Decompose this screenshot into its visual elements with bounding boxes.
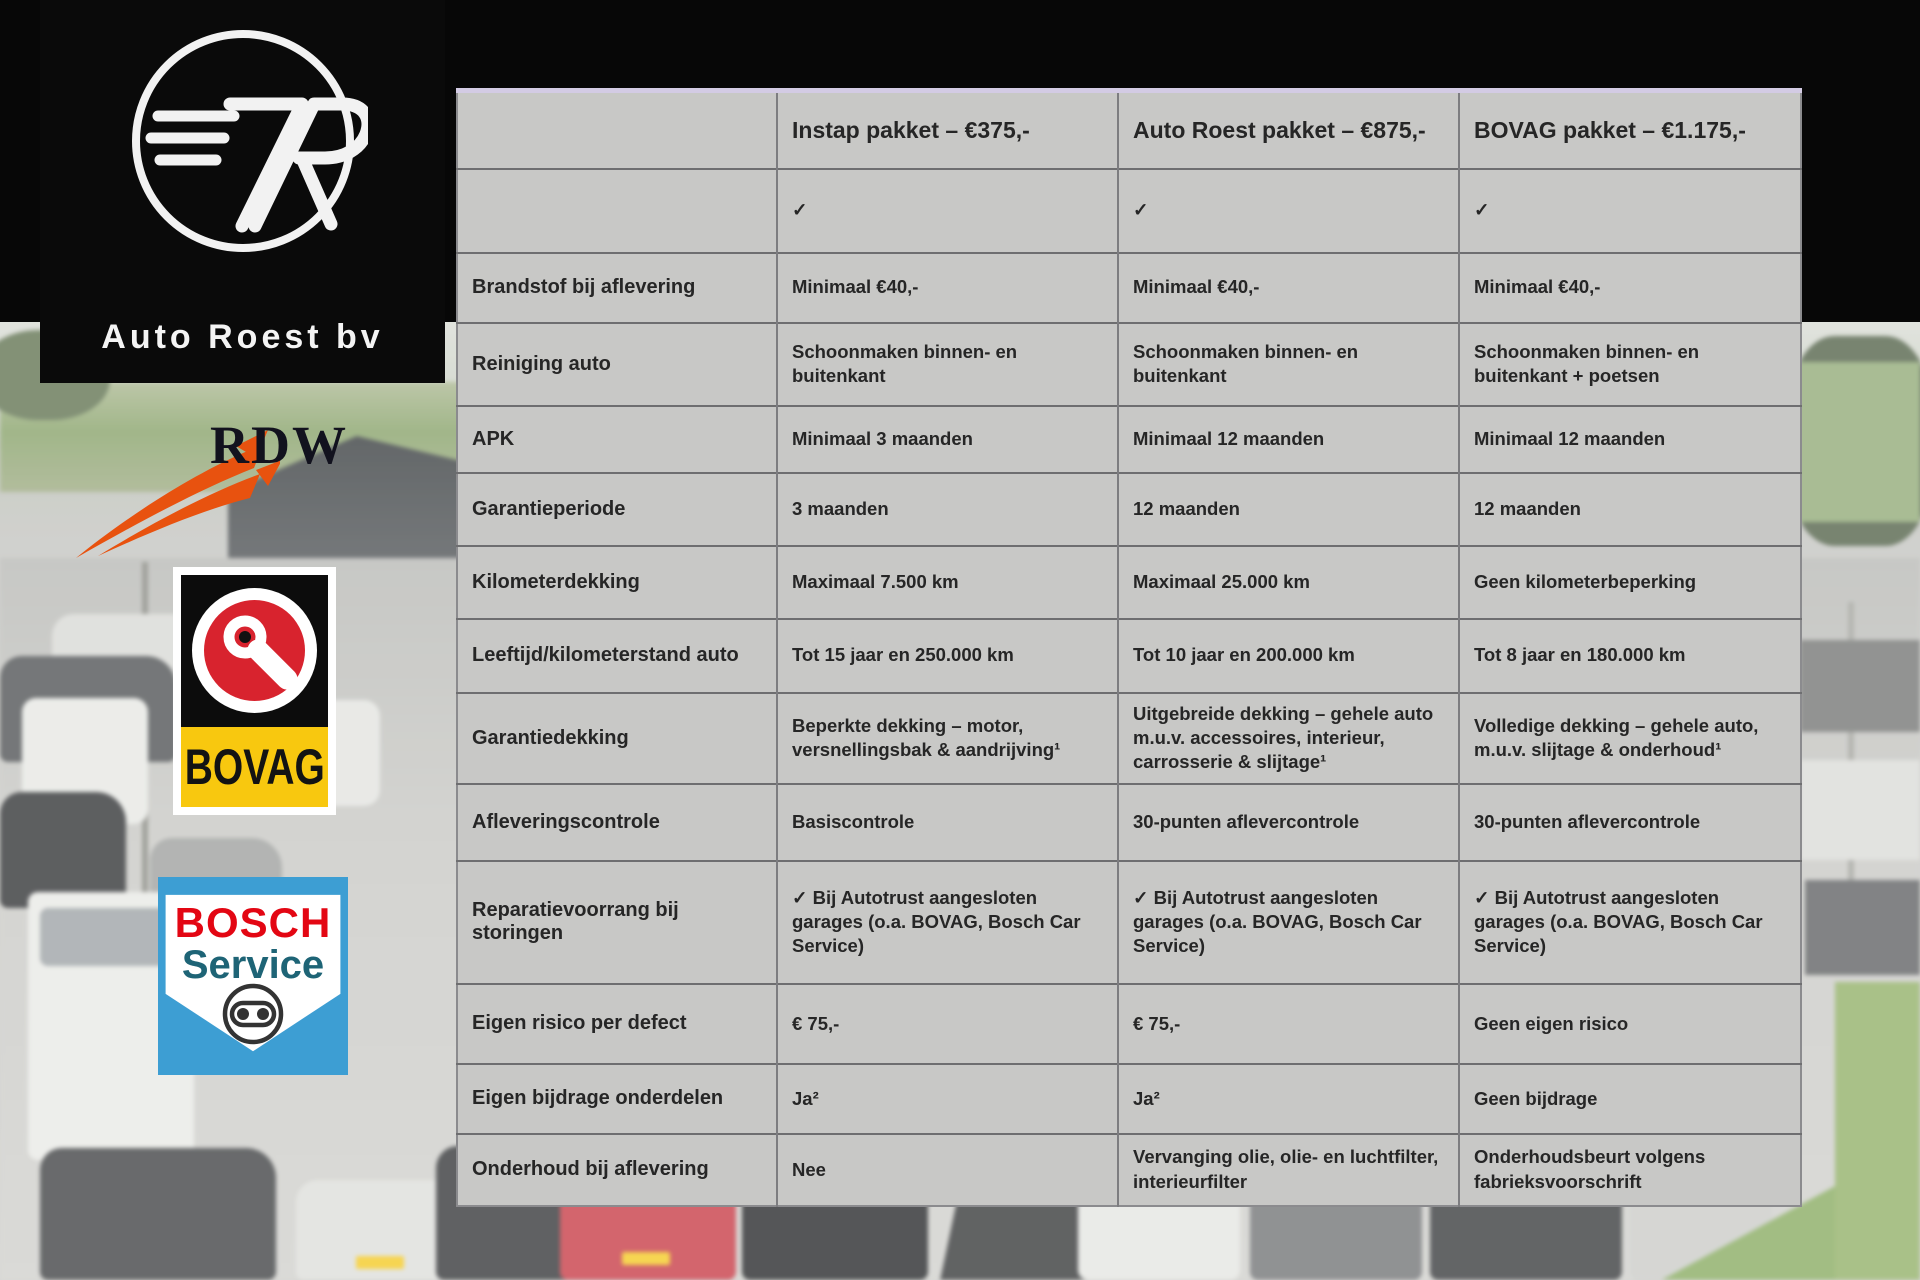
table-cell: Schoonmaken binnen- en buitenkant — [1118, 323, 1459, 406]
table-cell: Vervanging olie, olie- en luchtfilter, interieurfilter — [1118, 1134, 1459, 1206]
table-cell: 30-punten aflevercontrole — [1118, 784, 1459, 861]
row-label: Kilometerdekking — [457, 546, 777, 619]
bovag-wordmark-band — [181, 727, 328, 807]
table-row — [457, 693, 1801, 784]
auto-roest-logo-box — [40, 0, 445, 383]
row-label — [457, 169, 777, 253]
rdw-wordmark: RDW — [210, 415, 348, 475]
table-row — [457, 984, 1801, 1064]
table-row — [457, 619, 1801, 693]
table-cell: Minimaal 3 maanden — [777, 406, 1118, 473]
table-cell: Minimaal €40,- — [777, 253, 1118, 323]
column-header: Auto Roest pakket – €875,- — [1118, 91, 1459, 169]
table-cell: € 75,- — [1118, 984, 1459, 1064]
bosch-wordmark: BOSCH — [174, 899, 332, 946]
table-cell: 12 maanden — [1459, 473, 1801, 546]
column-header: BOVAG pakket – €1.175,- — [1459, 91, 1801, 169]
table-cell: Minimaal €40,- — [1459, 253, 1801, 323]
table-cell: Schoonmaken binnen- en buitenkant — [777, 323, 1118, 406]
table-cell: Geen eigen risico — [1459, 984, 1801, 1064]
row-label: Garantieperiode — [457, 473, 777, 546]
table-cell: 30-punten aflevercontrole — [1459, 784, 1801, 861]
table-row — [457, 546, 1801, 619]
table-row — [457, 406, 1801, 473]
package-comparison-table — [456, 88, 1802, 1207]
table-cell: 12 maanden — [1118, 473, 1459, 546]
table-cell: Maximaal 25.000 km — [1118, 546, 1459, 619]
table-cell: ✓ Bij Autotrust aangesloten garages (o.a. BOVAG, Bosch Car Service) — [777, 861, 1118, 984]
table-row — [457, 253, 1801, 323]
bovag-mark — [181, 575, 328, 727]
table-row — [457, 861, 1801, 984]
row-label: Eigen risico per defect — [457, 984, 777, 1064]
row-label: Reparatievoorrang bij storingen — [457, 861, 777, 984]
row-label: Afleveringscontrole — [457, 784, 777, 861]
table-cell: ✓ — [1118, 169, 1459, 253]
table-cell: ✓ Bij Autotrust aangesloten garages (o.a. BOVAG, Bosch Car Service) — [1118, 861, 1459, 984]
bosch-armature-icon — [220, 981, 286, 1047]
row-label: Garantiedekking — [457, 693, 777, 784]
bovag-wordmark: BOVAG — [184, 739, 325, 795]
table-cell: Tot 15 jaar en 250.000 km — [777, 619, 1118, 693]
table-cell: Tot 10 jaar en 200.000 km — [1118, 619, 1459, 693]
row-label: Brandstof bij aflevering — [457, 253, 777, 323]
table-row — [457, 473, 1801, 546]
table-cell: Uitgebreide dekking – gehele auto m.u.v. accessoires, interieur, carrosserie & slijtage¹ — [1118, 693, 1459, 784]
table-cell: Nee — [777, 1134, 1118, 1206]
row-label: Leeftijd/kilometerstand auto — [457, 619, 777, 693]
table-cell: Minimaal €40,- — [1118, 253, 1459, 323]
table-cell: ✓ — [1459, 169, 1801, 253]
row-label: Eigen bijdrage onderdelen — [457, 1064, 777, 1134]
table-cell: Maximaal 7.500 km — [777, 546, 1118, 619]
table-cell: Tot 8 jaar en 180.000 km — [1459, 619, 1801, 693]
table-cell: Geen bijdrage — [1459, 1064, 1801, 1134]
table-header-row — [457, 91, 1801, 169]
table-cell: Beperkte dekking – motor, versnellingsbak & aandrijving¹ — [777, 693, 1118, 784]
table-cell: Ja² — [777, 1064, 1118, 1134]
table-row — [457, 1134, 1801, 1206]
table-cell: ✓ — [777, 169, 1118, 253]
table-cell: 3 maanden — [777, 473, 1118, 546]
row-label: Onderhoud bij aflevering — [457, 1134, 777, 1206]
table-row — [457, 784, 1801, 861]
table-cell: Basiscontrole — [777, 784, 1118, 861]
row-label: APK — [457, 406, 777, 473]
table-cell: € 75,- — [777, 984, 1118, 1064]
table-cell: Geen kilometerbeperking — [1459, 546, 1801, 619]
column-header: Instap pakket – €375,- — [777, 91, 1118, 169]
bovag-logo — [173, 567, 336, 815]
table-row — [457, 1064, 1801, 1134]
table-row — [457, 169, 1801, 253]
rdw-logo — [70, 408, 348, 568]
table-cell: Schoonmaken binnen- en buitenkant + poetsen — [1459, 323, 1801, 406]
company-name: Auto Roest bv — [101, 318, 384, 356]
auto-roest-7r-logo-icon — [118, 16, 368, 266]
row-label: Reiniging auto — [457, 323, 777, 406]
table-row — [457, 323, 1801, 406]
table-cell: Volledige dekking – gehele auto, m.u.v. slijtage & onderhoud¹ — [1459, 693, 1801, 784]
bosch-service-logo — [158, 877, 348, 1075]
bosch-service-wordmark: Service — [181, 943, 325, 987]
table-cell: Minimaal 12 maanden — [1118, 406, 1459, 473]
table-cell: Minimaal 12 maanden — [1459, 406, 1801, 473]
table-cell: Ja² — [1118, 1064, 1459, 1134]
bovag-q-icon — [181, 575, 328, 727]
table-cell: Onderhoudsbeurt volgens fabrieksvoorschrift — [1459, 1134, 1801, 1206]
row-label — [457, 91, 777, 169]
table-cell: ✓ Bij Autotrust aangesloten garages (o.a. BOVAG, Bosch Car Service) — [1459, 861, 1801, 984]
